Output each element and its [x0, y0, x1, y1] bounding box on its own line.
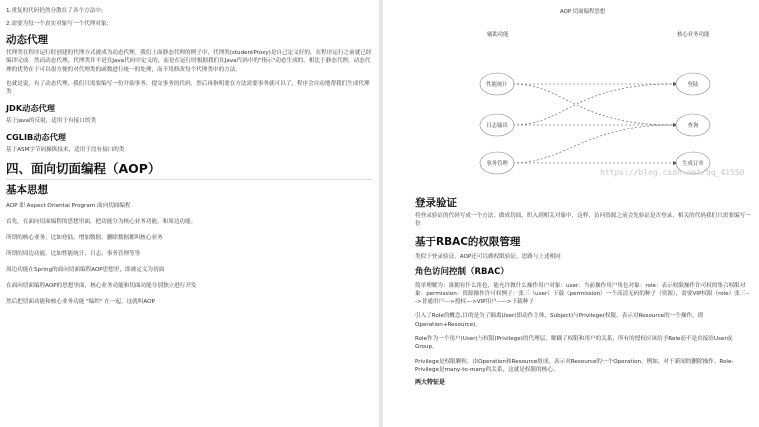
login-text: 将登录验证的代码写成一个方法，做成切面，织入到相关对象中，这样，访问资源之前会先验证是否登录，相关的代码我们只需要编写一份 [415, 213, 751, 228]
aop-line-6: 在面向切面编程AOP的思想里面，核心业务功能和切面功能分别独立进行开发 [6, 283, 197, 290]
dynamic-proxy-heading: 动态代理 [6, 34, 48, 46]
left-page [0, 0, 379, 427]
jdk-proxy-heading: JDK动态代理 [6, 103, 55, 114]
right-page [383, 0, 759, 427]
dynamic-proxy-para-1: 代理类在程序运行时创建的代理方式被成为动态代理。我们上面静态代理的例子中，代理类(studentProxy)是自己定义好的，在程序运行之前就已经编译完成。然而动态代理，代理类并不是在Java代码中定义的，而是在运行时根据我们在Java代码中的"指示"动态生成的。相比于静态代理，动态代理的优势在于可以很方便的对代理类的函数进行统一的处理，而不用修改每个代理类中的方法。 [6, 50, 372, 73]
diagram-title: AOP 切面编程思想 [560, 9, 606, 15]
diagram-right-heading: 核心业务功能 [677, 32, 710, 38]
node-transaction: 事务管理 [486, 161, 508, 167]
dynamic-proxy-para-2: 也就是说，有了动态代理，我们只需要编写一份开始事务，提交事务的代码，然后再指明要在方法需要事务就可以了，程序会自动地帮我们生成代理类 [6, 80, 370, 96]
rbac-last-heading: 两大特征是 [415, 379, 446, 387]
jdk-proxy-text: 基于java的反射，适用于有接口的类 [6, 118, 97, 125]
intro-line-1: 1.重复的代码仍然分散在了各个方法中; [6, 8, 103, 14]
diagram-watermark: https://blog.csdn.net/qq_41550 [600, 168, 745, 177]
aop-diagram [415, 0, 751, 190]
node-performance: 性能统计 [486, 82, 508, 88]
rbac-para-2: 引入了Role的概念,目的是为了隔离User(即动作主体，Subject)与Privilege(权限，表示对Resource的一个操作，即Operation+Resource)。 [415, 313, 704, 328]
rbac-sub-heading: 角色访问控制（RBAC） [415, 266, 509, 277]
intro-line-2: 2.需要为每一个真实对象写一个代理对象; [6, 21, 109, 27]
aop-line-4: 所谓的周边功能，比如性能统计，日志，事务管理等等 [6, 251, 141, 258]
aop-line-1: AOP 即 Aspect Oriental Program 面向切面编程 [6, 203, 131, 210]
rbac-para-4: Privilege是权限颗粒，由Operation和Resource组成，表示对Resource的一个Operation。例如，对于新闻的删除操作。Role-Privilege是many-to-many的关系，这就是权限的核心。 [415, 358, 734, 373]
rbac-para-1: 简单理解为：谁拥有什么角色，能允许做什么操作用户对象：user：当前操作用户角色对象：role：表示权限操作许可权的集合权限对象：permission：资源操作许可权例子：张三（user）下载（permission）一个高清无码的种子（资源），需要VIP权限（role）张三--->普通用户--->授权--->VIP用户----->下载种子 [415, 282, 750, 306]
node-order: 生成订单 [682, 161, 704, 167]
aop-heading: 四、面向切面编程（AOP） [6, 161, 161, 177]
aop-diagram-graphic [415, 0, 751, 190]
aop-line-5: 周边功能在Spring的面向切面编程AOP思想里，即被定义为切面 [6, 267, 165, 274]
rbac-text: 类似于登录验证，AOP还可以做权限验证，思路与上述相同 [415, 253, 561, 260]
aop-line-2: 首先，在面向切面编程的思想里面，把功能分为核心业务功能，和周边功能。 [6, 219, 197, 226]
node-login: 登陆 [687, 82, 699, 88]
cglib-proxy-text: 基于ASM字节码操纵技术，适用于没有接口的类 [6, 147, 125, 154]
aop-line-3: 所谓的核心业务，比如登陆，增加数据，删除数据都叫核心业务 [6, 235, 163, 242]
aop-heading-rule [6, 179, 373, 180]
cglib-proxy-heading: CGLIB动态代理 [6, 132, 66, 143]
node-query: 查询 [687, 123, 699, 129]
aop-line-7: 然后把切面功能和核心业务功能 "编织" 在一起，这就叫AOP [6, 299, 155, 306]
basic-idea-heading: 基本思想 [6, 184, 48, 197]
diagram-left-heading: 辅助功能 [487, 32, 509, 38]
node-logging: 日志输出 [486, 123, 508, 129]
rbac-para-3: Role作为一个用户(User)与权限(Privilege)的代理层，解耦了权限和用户的关系，所有的授权应该给予Role而不是直接给User或 Group。 [415, 336, 733, 351]
login-heading: 登录验证 [415, 197, 457, 209]
rbac-heading: 基于RBAC的权限管理 [415, 235, 521, 248]
